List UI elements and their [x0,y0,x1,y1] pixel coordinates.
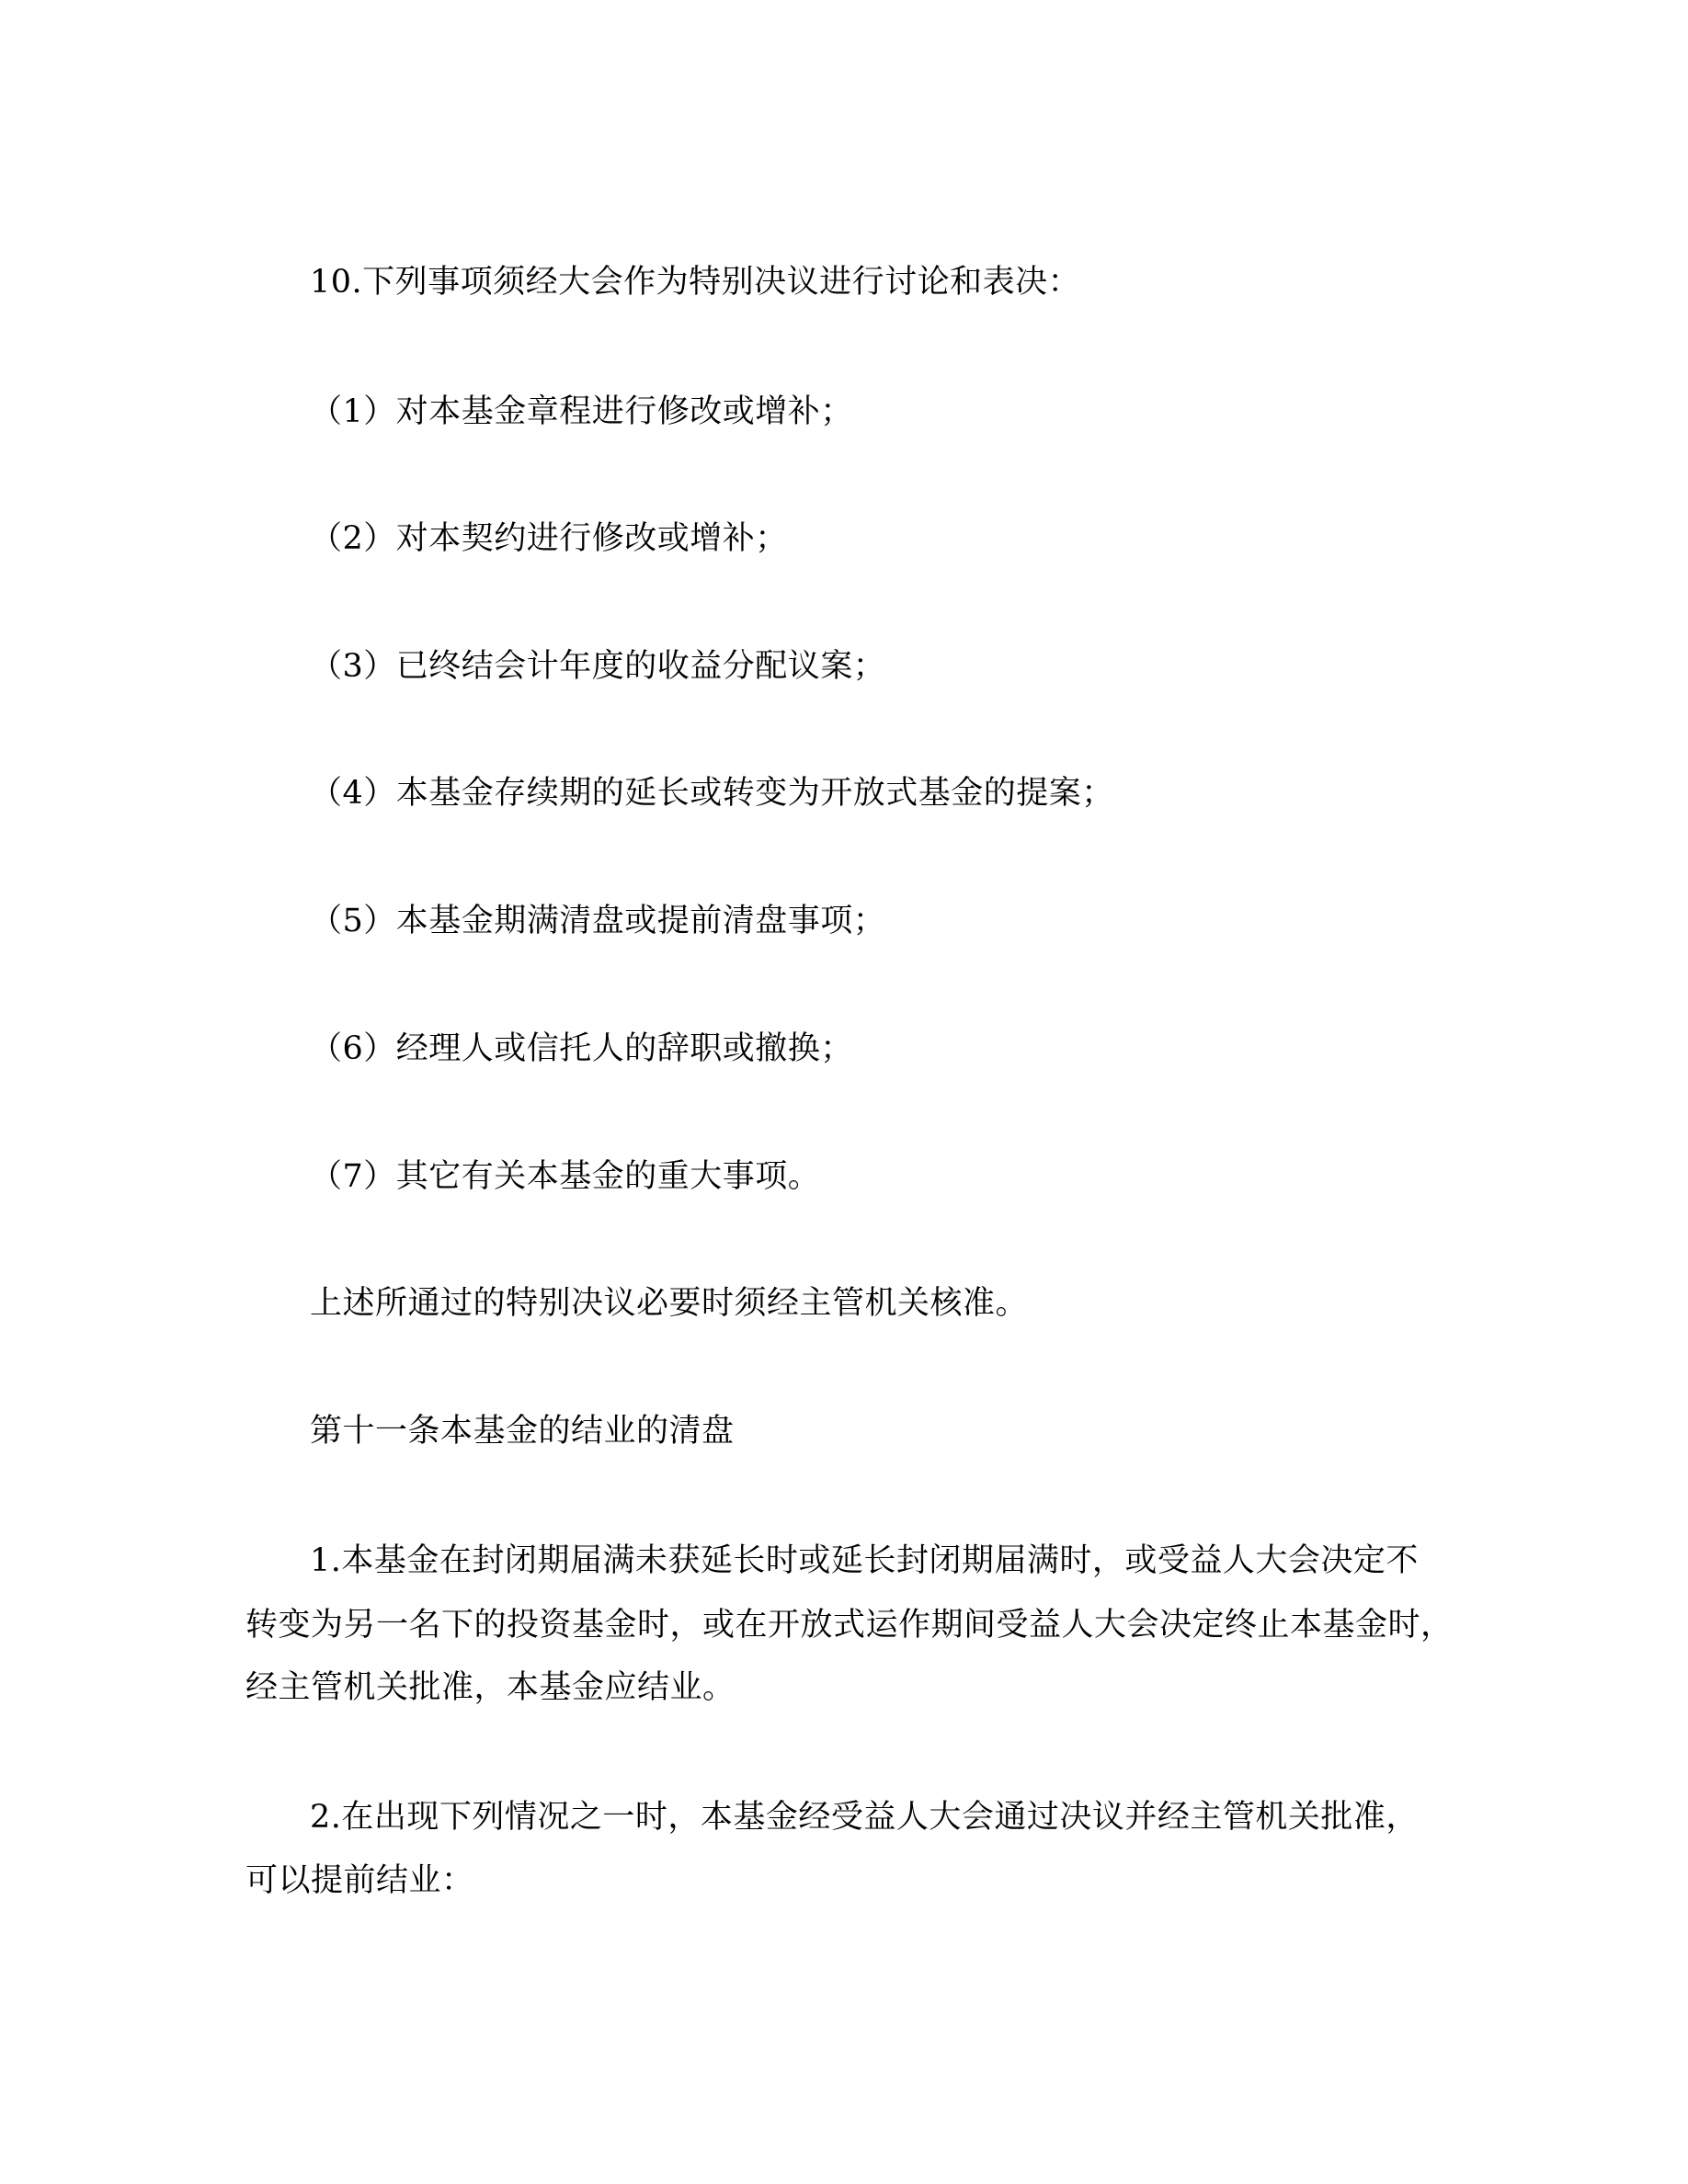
clause-1-line-2: 转变为另一名下的投资基金时，或在开放式运作期间受益人大会决定终止本基金时， [245,1607,1454,1644]
clause-2-line-1: 2.在出现下列情况之一时，本基金经受益人大会通过决议并经主管机关批准， [310,1799,1419,1836]
list-item-3: （3）已终结会计年度的收益分配议案； [310,648,886,685]
list-item-5: （5）本基金期满清盘或提前清盘事项； [310,903,886,939]
clause-2-line-2: 可以提前结业： [245,1862,474,1899]
list-item-4: （4）本基金存续期的延长或转变为开放式基金的提案； [310,775,1114,812]
list-item-1: （1）对本基金章程进行修改或增补； [310,393,853,430]
article-11-heading: 第十一条本基金的结业的清盘 [310,1413,735,1450]
item-10-heading: 10.下列事项须经大会作为特别决议进行讨论和表决： [310,264,1081,301]
list-item-2: （2）对本契约进行修改或增补； [310,520,788,557]
list-item-7: （7）其它有关本基金的重大事项。 [310,1158,821,1195]
list-item-6: （6）经理人或信托人的辞职或撤换； [310,1030,853,1067]
clause-1-line-3: 经主管机关批准，本基金应结业。 [245,1669,736,1706]
approval-note: 上述所通过的特别决议必要时须经主管机关核准。 [310,1285,1029,1322]
clause-1-line-1: 1.本基金在封闭期届满未获延长时或延长封闭期届满时，或受益人大会决定不 [310,1542,1419,1579]
